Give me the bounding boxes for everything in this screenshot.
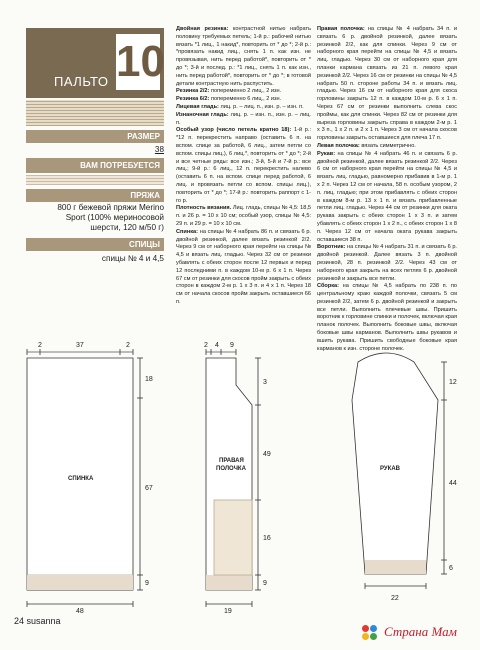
needles-value: спицы № 4 и 4,5	[101, 254, 164, 263]
magazine-brand: susanna	[26, 616, 61, 626]
paragraph: Резинка 2/2: попеременно 2 лиц., 2 изн.	[176, 88, 282, 95]
watermark-logo	[360, 622, 478, 644]
paragraph: Лицевая гладь: лиц. р. – лиц. п., изн. р. – изн. п.	[176, 103, 304, 110]
back-dim-5: 67	[145, 485, 153, 492]
paragraph: Двойная резинка: контрастной нитью набрать половину требуемых петель; 1-й р.: рабочей нитью вязать *1 лиц., 1 накид*, повторить от * до *; 2-й р.: *провязать накид лиц., снять 1 п. как изн. не провязывая, нить перед работой*, повторить от * до *; 3-й и послед. р.: *1 лиц., снять 1 п. как изн., нить перед работой*, повторить от * до *; в готовой детали контрастную нить распустить.	[176, 26, 311, 87]
sleeve-label: РУКАВ	[380, 466, 400, 472]
pattern-number: 10	[116, 34, 160, 90]
front-dim-2: 4	[215, 342, 219, 349]
yarn-line-2: Sport (100% мериносовой	[65, 213, 164, 222]
logo-dot-icon	[362, 625, 369, 632]
size-header: РАЗМЕР	[26, 130, 164, 143]
sleeve-dim-4: 22	[391, 595, 399, 602]
paragraph: Резинка 6/2: попеременно 6 лиц., 2 изн.	[176, 96, 282, 103]
paragraph: Сборка: на спицы № 4,5 набрать по 238 п. по центральному краю каждой полочки, связать 5 см резинкой 2/2, затем 6 р. двойной резинкой и закрыть все петли. Выполнить плечевые швы. Пришить воротник к горловине спинки и полочек, включая края планок полочек. Выполнить боковые швы, включая боковые швы карманов. Выполнить швы рукавов и вшить рукава. Пришить свободные боковые края карманов к изн. стороне полочек.	[317, 283, 458, 352]
back-dim-4: 18	[145, 376, 153, 383]
front-dim-3: 9	[230, 342, 234, 349]
yarn-line-1: 800 г бежевой пряжи Merino	[57, 203, 164, 212]
back-dim-3: 2	[126, 342, 130, 349]
front-dim-6: 16	[263, 535, 271, 542]
paragraph: Левая полочка: вязать симметрично.	[317, 142, 416, 149]
logo-dot-icon	[370, 633, 377, 640]
size-value: 38	[154, 145, 164, 154]
back-label: СПИНКА	[68, 476, 94, 482]
watermark-text: Страна Мам	[384, 624, 457, 639]
back-dim-7: 48	[76, 608, 84, 615]
back-dim-1: 2	[38, 342, 42, 349]
paragraph: Плотность вязания. Лиц. гладь, спицы № 4,5: 18,5 п. и 26 р. = 10 x 10 см; особый узор, спицы № 4,5: 29 п. и 29 р. = 10 x 10 см.	[176, 205, 311, 227]
logo-dot-icon	[362, 633, 369, 640]
front-diagram	[206, 349, 261, 607]
paragraph: Воротник: на спицы № 4 набрать 31 п. и связать 6 р. двойной резинкой. Далее вязать 3 п. двойной резинкой, 28 п. резинкой 2/2. Через 43 см от наборного края закрыть на всех петлях 6 р. двойной резинкой и закрыть все петли.	[317, 244, 457, 282]
front-label-1: ПРАВАЯ	[219, 458, 244, 464]
needles-header: СПИЦЫ	[26, 238, 164, 251]
yarn-line-3: шерсти, 120 м/50 г)	[90, 223, 164, 232]
paragraph: Рукав: на спицы № 4 набрать 46 п. и связать 6 р. двойной резинкой, далее вязать резинкой 2/2. Через 6 см от наборного края перейти на спицы № 4,5 и вязать лиц. гладью, равномерно прибавив в 1-м р. 1 x 2 п. Через 12 см от начала, 58 п. особым узором, 2 п. лиц. гладью; при этом прибавлять с обеих сторон в каждом 8-м р. 13 x 1 п. и вязать прибавленные петли лиц. гладью. Через 44 см от резинки для оката рукава закрыть с обеих сторон 1 x 3 п. и затем убавлять с обеих сторон 1 x 2 п., с обеих сторон 1 x 8 п. Через 12 см от начала оката рукава закрыть оставшиеся 38 п.	[317, 150, 458, 243]
front-dim-1: 2	[204, 342, 208, 349]
paragraph: Спинка: на спицы № 4 набрать 86 п. и связать 6 р. двойной резинкой, далее вязать резинкой 2/2. Через 9 см от наборного края перейти на спицы № 4,5 и вязать лиц. гладью. Через 32 см от резинки убавлять с обеих сторон после 12 первых и перед 12 последними п. в каждом 10-м р. 6 x 1 п. Через 67 см от резинки для скосов пройм закрыть с обеих сторон в каждом 2-м р. 1 x 3 п. и 4 x 1 п. Через 18 см от начала скосов пройм закрыть оставшиеся 66 п.	[176, 228, 311, 305]
sleeve-dim-1: 12	[449, 379, 457, 386]
front-dim-7: 9	[263, 580, 267, 587]
front-label-2: ПОЛОЧКА	[216, 466, 246, 472]
paragraph: Особый узор (число петель кратно 18): 1-й р.: *12 п. перекрестить направо (оставить 6 п. на вспом. спице за работой, 6 лиц., затем петли со вспом. спицы лиц.), 6 лиц.*, повторить от * до *; 2-й и все четные ряды: все изн.; 3-й, 5-й и 7-й р.: все лиц.; 9-й р.: 6 лиц., 12 п. перекрестить налево (оставить 6 п. на вспом. спице перед работой, 6 лиц. и провязать петли со вспом. спицы лиц.), повторить от * до *; 17-й р.: повторить раппорт с 1-го р.	[176, 127, 311, 204]
page-number: 24	[14, 616, 25, 626]
front-dim-8: 19	[224, 608, 232, 615]
front-dim-4: 3	[263, 379, 267, 386]
back-dim-2: 37	[76, 342, 84, 349]
front-dim-5: 49	[263, 451, 271, 458]
paragraph: Правая полочка: на спицы № 4 набрать 34 п. и связать 6 р. двойной резинкой, далее вязать резинкой 2/2, как для спинки. Через 9 см от наборного края перейти на спицы № 4,5 и вязать лиц. гладью. Через 30 см от наборного края для планки кармана связать из 21 п. левого края резинкой 2/2. Через 16 см от резинки на спицы № 4,5 набрать 50 п. стороне работы 34 п. и вязать лиц. гладью. Через 16 см от наборного края для скоса горловины закрыть 12 п. в каждом 10-м р. 6 x 1 п. Через 67 см от резинки выполнить слева скос проймы, как для спинки. Через 82 см от резинки для выреза горловины закрыть справа в каждом 2-м р. 1 x 3 п., 1 x 2 п. и 2 x 1 п. Через 3 см от начала скосов горловины закрыть оставшиеся для плеча 17 п.	[317, 26, 457, 142]
yarn-header: ПРЯЖА	[26, 189, 164, 202]
sleeve-dim-3: 6	[449, 565, 453, 572]
paragraph: Изнаночная гладь: лиц. р. – изн. п., изн. р. – лиц. п.	[176, 111, 311, 126]
back-dim-6: 9	[145, 580, 149, 587]
page-footer	[14, 616, 61, 626]
sleeve-dim-2: 44	[449, 480, 457, 487]
title-label: ПАЛЬТО	[54, 74, 109, 89]
materials-header: ВАМ ПОТРЕБУЕТСЯ	[26, 158, 164, 173]
logo-dot-icon	[370, 625, 377, 632]
